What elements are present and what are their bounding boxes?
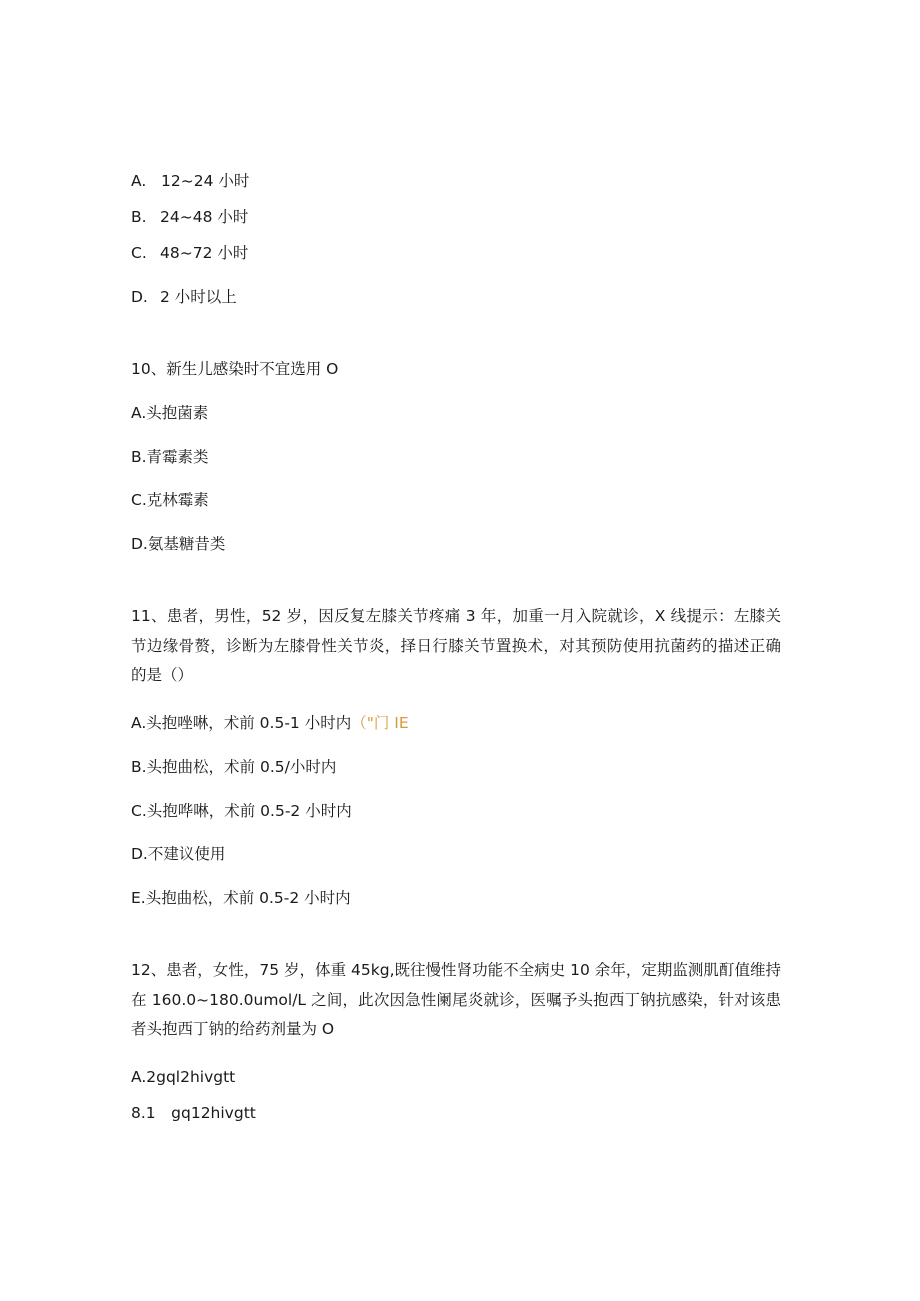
- q10-option-b: B.青霉素类: [131, 448, 209, 466]
- option-letter: A.: [131, 172, 147, 190]
- q9-option-b: [131, 206, 248, 228]
- q11-option-b: B.头抱曲松，术前 0.5/小时内: [131, 758, 337, 776]
- q11-option-e: E.头抱曲松，术前 0.5-2 小时内: [131, 889, 351, 907]
- q11-option-c: C.头抱哗啉，术前 0.5-2 小时内: [131, 802, 352, 820]
- q10-option-a: A.头抱菌素: [131, 404, 209, 422]
- q9-option-d: [131, 286, 237, 308]
- option-text: 12~24 小时: [161, 172, 250, 190]
- q9-option-c: [131, 242, 248, 264]
- q9-option-a: [131, 170, 249, 192]
- q10-option-c: C.克林霉素: [131, 491, 209, 509]
- q10-stem: 10、新生儿感染时不宜选用 O: [131, 360, 339, 378]
- option-text: 48~72 小时: [160, 244, 249, 262]
- answer-note: （"门 IE: [351, 714, 409, 732]
- option-letter: D.: [131, 288, 148, 306]
- q11-option-a: [131, 712, 409, 734]
- q11-option-d: D.不建议使用: [131, 845, 226, 863]
- option-letter: C.: [131, 244, 147, 262]
- q11-stem: 11、患者，男性，52 岁，因反复左膝关节疼痛 3 年，加重一月入院就诊，X 线提示：左膝关节边缘骨赘，诊断为左膝骨性关节炎，择日行膝关节置换术，对其预防使用抗菌药的描述正确的是（）: [131, 607, 781, 684]
- q10-option-d: D.氨基糖昔类: [131, 535, 226, 553]
- q12-option-a: A.2gql2hivgtt: [131, 1068, 236, 1086]
- option-letter: B.: [131, 208, 147, 226]
- q12-option-b: 8.1 gq12hivgtt: [131, 1104, 256, 1122]
- option-text: 24~48 小时: [160, 208, 249, 226]
- option-text: 2 小时以上: [160, 288, 237, 306]
- q12-stem: 12、患者，女性，75 岁，体重 45kg,既往慢性肾功能不全病史 10 余年，定期监测肌酊值维持在 160.0~180.0umol∕L 之间，此次因急性阑尾炎就诊，医嘱予头抱西丁钠抗感染，针对该患者头抱西丁钠的给药剂量为 O: [131, 961, 781, 1038]
- option-text: A.头抱唑啉，术前 0.5-1 小时内: [131, 714, 352, 732]
